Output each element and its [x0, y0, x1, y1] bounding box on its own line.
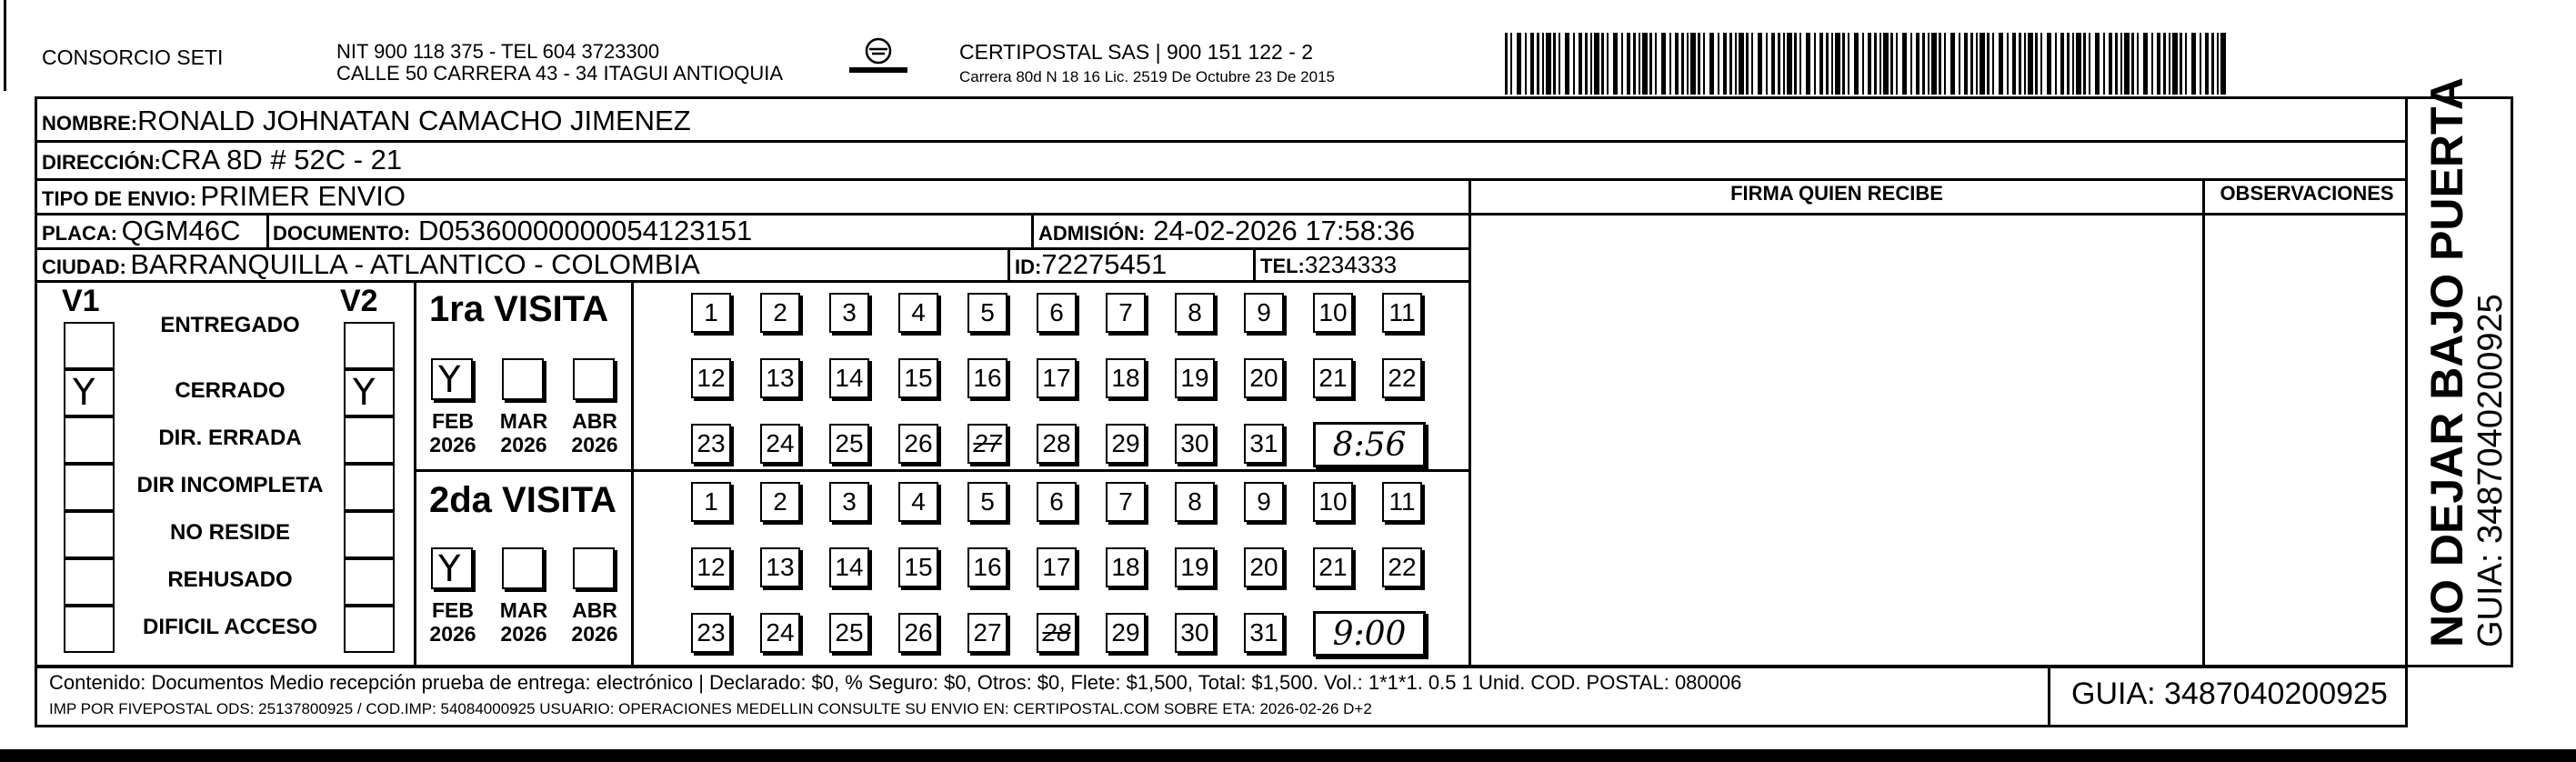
- side-guide: GUIA: 3487040200925: [2471, 294, 2510, 647]
- visit1-title: 1ra VISITA: [429, 289, 609, 329]
- month-check-mark: Y: [438, 359, 461, 401]
- signature-left-border: [1468, 178, 1471, 667]
- barcode-bar: [1999, 33, 2003, 95]
- barcode-bar: [2169, 33, 2170, 95]
- barcode-bar: [1758, 33, 1762, 95]
- barcode-bar: [1690, 33, 1696, 95]
- day-box[interactable]: 9: [1244, 293, 1284, 333]
- barcode-bar: [1639, 33, 1640, 95]
- barcode-bar: [1607, 33, 1609, 95]
- v1-label: V1: [62, 284, 100, 318]
- certipostal-logo: [842, 36, 915, 78]
- month-label: FEB 2026: [429, 409, 476, 456]
- barcode-bar: [2157, 33, 2160, 95]
- day-box[interactable]: 21: [1313, 547, 1353, 587]
- barcode-bar: [1613, 33, 1618, 95]
- day-box[interactable]: 20: [1244, 358, 1284, 398]
- day-box[interactable]: 17: [1037, 547, 1077, 587]
- header-left-border: [4, 0, 6, 91]
- day-box[interactable]: 8: [1175, 482, 1215, 522]
- day-box[interactable]: 4: [898, 482, 938, 522]
- barcode-bar: [1703, 33, 1705, 95]
- barcode-bar: [2120, 33, 2122, 95]
- status-reason-label: DIR INCOMPLETA: [136, 473, 324, 497]
- barcode-bar: [1594, 33, 1599, 95]
- day-box[interactable]: 4: [898, 293, 938, 333]
- barcode-bar: [2163, 33, 2166, 95]
- day-box[interactable]: 30: [1175, 424, 1215, 464]
- barcode-bar: [1585, 33, 1588, 95]
- day-box[interactable]: 17: [1037, 358, 1077, 398]
- barcode-bar: [2019, 33, 2021, 95]
- footer-content: Contenido: Documentos Medio recepción prueba de entrega: electrónico | Declarado: $0, % Seguro: $0, Otros: $0, Flete: $1,500, Total: $1,500. Vol.: 1*1*1. 0.5 1 Unid. COD. POSTAL: 080006: [49, 671, 1742, 694]
- barcode-bar: [1826, 33, 1829, 95]
- status-reason-label: CERRADO: [175, 378, 286, 403]
- barcode-bar: [2115, 33, 2118, 95]
- barcode-bar: [2024, 33, 2026, 95]
- day-box[interactable]: 25: [829, 613, 869, 653]
- document-field: DOCUMENTO: D05360000000054123151: [273, 215, 753, 246]
- day-box[interactable]: 8: [1175, 293, 1215, 333]
- day-box[interactable]: 25: [829, 424, 869, 464]
- barcode-bar: [1987, 33, 1990, 95]
- day-box[interactable]: 11: [1382, 482, 1422, 522]
- barcode-bar: [1579, 33, 1582, 95]
- barcode-bar: [1970, 33, 1973, 95]
- barcode-bar: [1806, 33, 1810, 95]
- day-box[interactable]: 20: [1244, 547, 1284, 587]
- barcode-bar: [1723, 33, 1727, 95]
- barcode-bar: [1883, 33, 1889, 95]
- barcode-bar: [2089, 33, 2090, 95]
- day-box[interactable]: 26: [898, 424, 938, 464]
- day-box[interactable]: 15: [898, 358, 938, 398]
- barcode-bar: [2012, 33, 2016, 95]
- barcode-bar: [2040, 33, 2042, 95]
- barcode-bar: [1783, 33, 1785, 95]
- day-box[interactable]: 3: [829, 293, 869, 333]
- document-value: D05360000000054123151: [418, 215, 753, 246]
- barcode-bar: [2217, 33, 2219, 95]
- barcode-bar: [1890, 33, 1893, 95]
- barcode-bar: [2200, 33, 2201, 95]
- status-reason-label: ENTREGADO: [160, 313, 300, 337]
- barcode-bar: [1819, 33, 1823, 95]
- barcode-bar: [2137, 33, 2139, 95]
- barcode-bar: [1633, 33, 1636, 95]
- barcode-bar: [1916, 33, 1919, 95]
- day-box[interactable]: 23: [691, 613, 731, 653]
- barcode-bar: [1655, 33, 1657, 95]
- company-name: CONSORCIO SETI: [42, 45, 224, 69]
- id-value: 72275451: [1041, 248, 1168, 280]
- month-checkbox[interactable]: [502, 547, 544, 589]
- id-divider: [1007, 247, 1010, 280]
- month-label: FEB 2026: [429, 598, 476, 646]
- day-box[interactable]: 5: [967, 482, 1007, 522]
- barcode-bar: [2211, 33, 2214, 95]
- barcode-bar: [1944, 33, 1946, 95]
- month-label: ABR 2026: [571, 598, 618, 646]
- month-checkbox[interactable]: [502, 358, 544, 400]
- barcode-bar: [2055, 33, 2057, 95]
- day-box[interactable]: 18: [1106, 547, 1146, 587]
- barcode-bar: [1976, 33, 1978, 95]
- day-box[interactable]: 10: [1313, 293, 1353, 333]
- barcode-bar: [1842, 33, 1845, 95]
- day-box[interactable]: 2: [760, 293, 800, 333]
- carrier-line: CERTIPOSTAL SAS | 900 151 122 - 2: [959, 40, 1314, 64]
- barcode-bar: [1931, 33, 1937, 95]
- barcode-bar: [1675, 33, 1679, 95]
- side-text: [2422, 65, 2522, 647]
- barcode-bar: [1709, 33, 1714, 95]
- visit2-title: 2da VISITA: [429, 480, 616, 520]
- barcode-bar: [1835, 33, 1840, 95]
- barcode-bar: [1621, 33, 1623, 95]
- barcode-bar: [2124, 33, 2130, 95]
- day-box[interactable]: 13: [760, 358, 800, 398]
- barcode-bar: [1771, 33, 1775, 95]
- day-box[interactable]: 7: [1106, 293, 1146, 333]
- barcode-bar: [1799, 33, 1801, 95]
- barcode-bar: [1590, 33, 1592, 95]
- city-value: BARRANQUILLA - ATLANTICO - COLOMBIA: [130, 248, 700, 280]
- day-box[interactable]: 28: [1037, 424, 1077, 464]
- day-box[interactable]: 29: [1106, 424, 1146, 464]
- barcode-bar: [2131, 33, 2134, 95]
- status-reason-label: DIFICIL ACCESO: [142, 615, 317, 639]
- day-box[interactable]: 19: [1175, 547, 1215, 587]
- barcode-bar: [1787, 33, 1792, 95]
- footer-imp: IMP POR FIVEPOSTAL ODS: 25137800925 / COD.IMP: 54084000925 USUARIO: OPERACIONES MEDELLIN CONSULTE SU ENVIO EN: CERTIPOSTAL.COM SOBRE ETA: 2026-02-26 D+2: [49, 700, 1372, 717]
- day-box[interactable]: 11: [1382, 293, 1422, 333]
- visit-time-box[interactable]: [1313, 422, 1426, 467]
- recipient-address: CRA 8D # 52C - 21: [160, 144, 403, 175]
- barcode: [1505, 33, 2232, 99]
- barcode-bar: [2060, 33, 2064, 95]
- day-box[interactable]: 16: [967, 358, 1007, 398]
- month-check-mark: Y: [438, 548, 461, 590]
- day-box[interactable]: 31: [1244, 613, 1284, 653]
- barcode-bar: [1910, 33, 1912, 95]
- visit-time-box[interactable]: [1313, 611, 1426, 657]
- status-reason-label: NO RESIDE: [169, 520, 291, 545]
- address-row: DIRECCIÓN:CRA 8D # 52C - 21: [42, 144, 403, 175]
- day-box[interactable]: 1: [691, 482, 731, 522]
- day-box[interactable]: 30: [1175, 613, 1215, 653]
- barcode-bar: [1649, 33, 1652, 95]
- day-box[interactable]: 29: [1106, 613, 1146, 653]
- day-box[interactable]: 6: [1037, 482, 1077, 522]
- barcode-bar: [2067, 33, 2070, 95]
- barcode-bar: [1831, 33, 1833, 95]
- shipping-row: TIPO DE ENVIO: PRIMER ENVIO: [42, 180, 406, 212]
- day-box[interactable]: 19: [1175, 358, 1215, 398]
- barcode-bar: [1553, 33, 1556, 95]
- barcode-bar: [1735, 33, 1737, 95]
- admission-divider: [1031, 213, 1034, 247]
- barcode-bar: [1992, 33, 1994, 95]
- day-box[interactable]: 21: [1313, 358, 1353, 398]
- barcode-bar: [1510, 33, 1512, 95]
- month-checkbox[interactable]: [431, 547, 473, 589]
- barcode-bar: [2035, 33, 2038, 95]
- barcode-bar: [1959, 33, 1960, 95]
- barcode-bar: [1642, 33, 1648, 95]
- barcode-bar: [1546, 33, 1551, 95]
- barcode-bar: [2007, 33, 2009, 95]
- month-label: MAR 2026: [499, 409, 548, 456]
- barcode-bar: [1862, 33, 1864, 95]
- status-reason-label: REHUSADO: [167, 567, 293, 592]
- tel-field: TEL:3234333: [1260, 251, 1398, 278]
- barcode-bar: [1505, 33, 1508, 95]
- name-row: NOMBRE:RONALD JOHNATAN CAMACHO JIMENEZ: [42, 105, 691, 136]
- v2-check-mark: Y: [353, 372, 376, 414]
- barcode-bar: [1794, 33, 1797, 95]
- barcode-bar: [2083, 33, 2086, 95]
- footer-guide-divider: [2048, 666, 2050, 727]
- day-box[interactable]: 18: [1106, 358, 1146, 398]
- admission-value: 24-02-2026 17:58:36: [1153, 215, 1416, 246]
- barcode-bar: [1751, 33, 1753, 95]
- day-box[interactable]: 10: [1313, 482, 1353, 522]
- barcode-bar: [1964, 33, 1968, 95]
- barcode-bar: [2072, 33, 2074, 95]
- barcode-bar: [1922, 33, 1925, 95]
- visit-divider: [414, 469, 1468, 472]
- v1-check-mark: Y: [73, 372, 95, 414]
- barcode-bar: [1778, 33, 1780, 95]
- barcode-bar: [1950, 33, 1955, 95]
- barcode-bar: [1879, 33, 1881, 95]
- day-box[interactable]: 28: [1037, 613, 1077, 653]
- day-box[interactable]: 9: [1244, 482, 1284, 522]
- barcode-bar: [1874, 33, 1877, 95]
- barcode-bar: [1661, 33, 1666, 95]
- barcode-bar: [1525, 33, 1527, 95]
- day-box[interactable]: 14: [829, 547, 869, 587]
- plate-value: QGM46C: [121, 215, 241, 246]
- day-box[interactable]: 12: [691, 547, 731, 587]
- city-field: CIUDAD: BARRANQUILLA - ATLANTICO - COLOMBIA: [42, 248, 700, 280]
- barcode-bar: [1928, 33, 1929, 95]
- day-box[interactable]: 6: [1037, 293, 1077, 333]
- barcode-bar: [1517, 33, 1521, 95]
- day-box[interactable]: 15: [898, 547, 938, 587]
- barcode-bar: [2109, 33, 2112, 95]
- barcode-bar: [1669, 33, 1671, 95]
- barcode-bar: [1687, 33, 1689, 95]
- barcode-bar: [1559, 33, 1560, 95]
- month-label: MAR 2026: [499, 598, 548, 646]
- month-checkbox[interactable]: [573, 547, 615, 589]
- barcode-bar: [1848, 33, 1849, 95]
- barcode-bar: [2205, 33, 2209, 95]
- barcode-bar: [2180, 33, 2182, 95]
- barcode-bar: [1868, 33, 1871, 95]
- shipping-type: PRIMER ENVIO: [200, 180, 406, 212]
- day-box[interactable]: 31: [1244, 424, 1284, 464]
- barcode-bar: [1542, 33, 1544, 95]
- month-label: ABR 2026: [571, 409, 618, 456]
- day-box[interactable]: 3: [829, 482, 869, 522]
- observations-header: OBSERVACIONES: [2220, 182, 2394, 205]
- address-line: CALLE 50 CARRERA 43 - 34 ITAGUI ANTIOQUIA: [336, 62, 784, 85]
- day-box[interactable]: 26: [898, 613, 938, 653]
- signature-header: FIRMA QUIEN RECIBE: [1730, 182, 1943, 205]
- barcode-bar: [1565, 33, 1569, 95]
- barcode-bar: [2151, 33, 2153, 95]
- day-box[interactable]: 2: [760, 482, 800, 522]
- barcode-bar: [1681, 33, 1684, 95]
- day-box[interactable]: 27: [967, 424, 1007, 464]
- barcode-bar: [2172, 33, 2178, 95]
- barcode-bar: [1573, 33, 1575, 95]
- barcode-bar: [1537, 33, 1539, 95]
- barcode-bar: [2047, 33, 2051, 95]
- barcode-bar: [2076, 33, 2081, 95]
- day-box[interactable]: 22: [1382, 547, 1422, 587]
- day-box[interactable]: 5: [967, 293, 1007, 333]
- visit-time: 9:00: [1332, 616, 1407, 653]
- month-checkbox[interactable]: [573, 358, 615, 400]
- day-box[interactable]: 13: [760, 547, 800, 587]
- day-box[interactable]: 16: [967, 547, 1007, 587]
- barcode-bar: [1746, 33, 1749, 95]
- side-warning: NO DEJAR BAJO PUERTA: [2421, 77, 2472, 647]
- barcode-bar: [2143, 33, 2148, 95]
- barcode-bar: [2103, 33, 2105, 95]
- barcode-bar: [2185, 33, 2187, 95]
- day-box[interactable]: 1: [691, 293, 731, 333]
- id-field: ID:72275451: [1015, 248, 1168, 280]
- bottom-edge: [0, 749, 2576, 762]
- nit-line: NIT 900 118 375 - TEL 604 3723300: [336, 40, 660, 63]
- day-box[interactable]: 24: [760, 424, 800, 464]
- month-checkbox[interactable]: [431, 358, 473, 400]
- status-reason-label: DIR. ERRADA: [158, 426, 302, 450]
- day-box[interactable]: 23: [691, 424, 731, 464]
- barcode-bar: [2220, 33, 2226, 95]
- day-box[interactable]: 7: [1106, 482, 1146, 522]
- barcode-bar: [1939, 33, 1941, 95]
- barcode-bar: [2028, 33, 2033, 95]
- barcode-bar: [1854, 33, 1859, 95]
- barcode-bar: [1698, 33, 1700, 95]
- barcode-bar: [1739, 33, 1744, 95]
- barcode-bar: [1729, 33, 1732, 95]
- barcode-bar: [1902, 33, 1907, 95]
- plate-field: PLACA: QGM46C: [42, 215, 241, 246]
- barcode-bar: [1627, 33, 1630, 95]
- admission-field: ADMISIÓN: 24-02-2026 17:58:36: [1038, 215, 1416, 246]
- barcode-bar: [1766, 33, 1768, 95]
- visit-left-border: [414, 280, 416, 667]
- footer-guide: GUIA: 3487040200925: [2071, 677, 2388, 711]
- tel-value: 3234333: [1304, 251, 1398, 278]
- day-box[interactable]: 12: [691, 358, 731, 398]
- day-box[interactable]: 27: [967, 613, 1007, 653]
- barcode-bar: [1601, 33, 1604, 95]
- license-line: Carrera 80d N 18 16 Lic. 2519 De Octubre 23 De 2015: [959, 68, 1335, 85]
- observations-left-border: [2202, 178, 2205, 667]
- day-box[interactable]: 24: [760, 613, 800, 653]
- visit-time: 8:56: [1332, 426, 1407, 464]
- barcode-bar: [1896, 33, 1898, 95]
- barcode-bar: [1814, 33, 1816, 95]
- day-box[interactable]: 22: [1382, 358, 1422, 398]
- recipient-name: RONALD JOHNATAN CAMACHO JIMENEZ: [137, 105, 691, 136]
- barcode-bar: [2095, 33, 2100, 95]
- v2-label: V2: [340, 284, 378, 318]
- barcode-bar: [1718, 33, 1719, 95]
- calendar-left-border: [631, 280, 634, 667]
- barcode-bar: [2191, 33, 2196, 95]
- barcode-bar: [1530, 33, 1534, 95]
- barcode-bar: [1980, 33, 1985, 95]
- day-box[interactable]: 14: [829, 358, 869, 398]
